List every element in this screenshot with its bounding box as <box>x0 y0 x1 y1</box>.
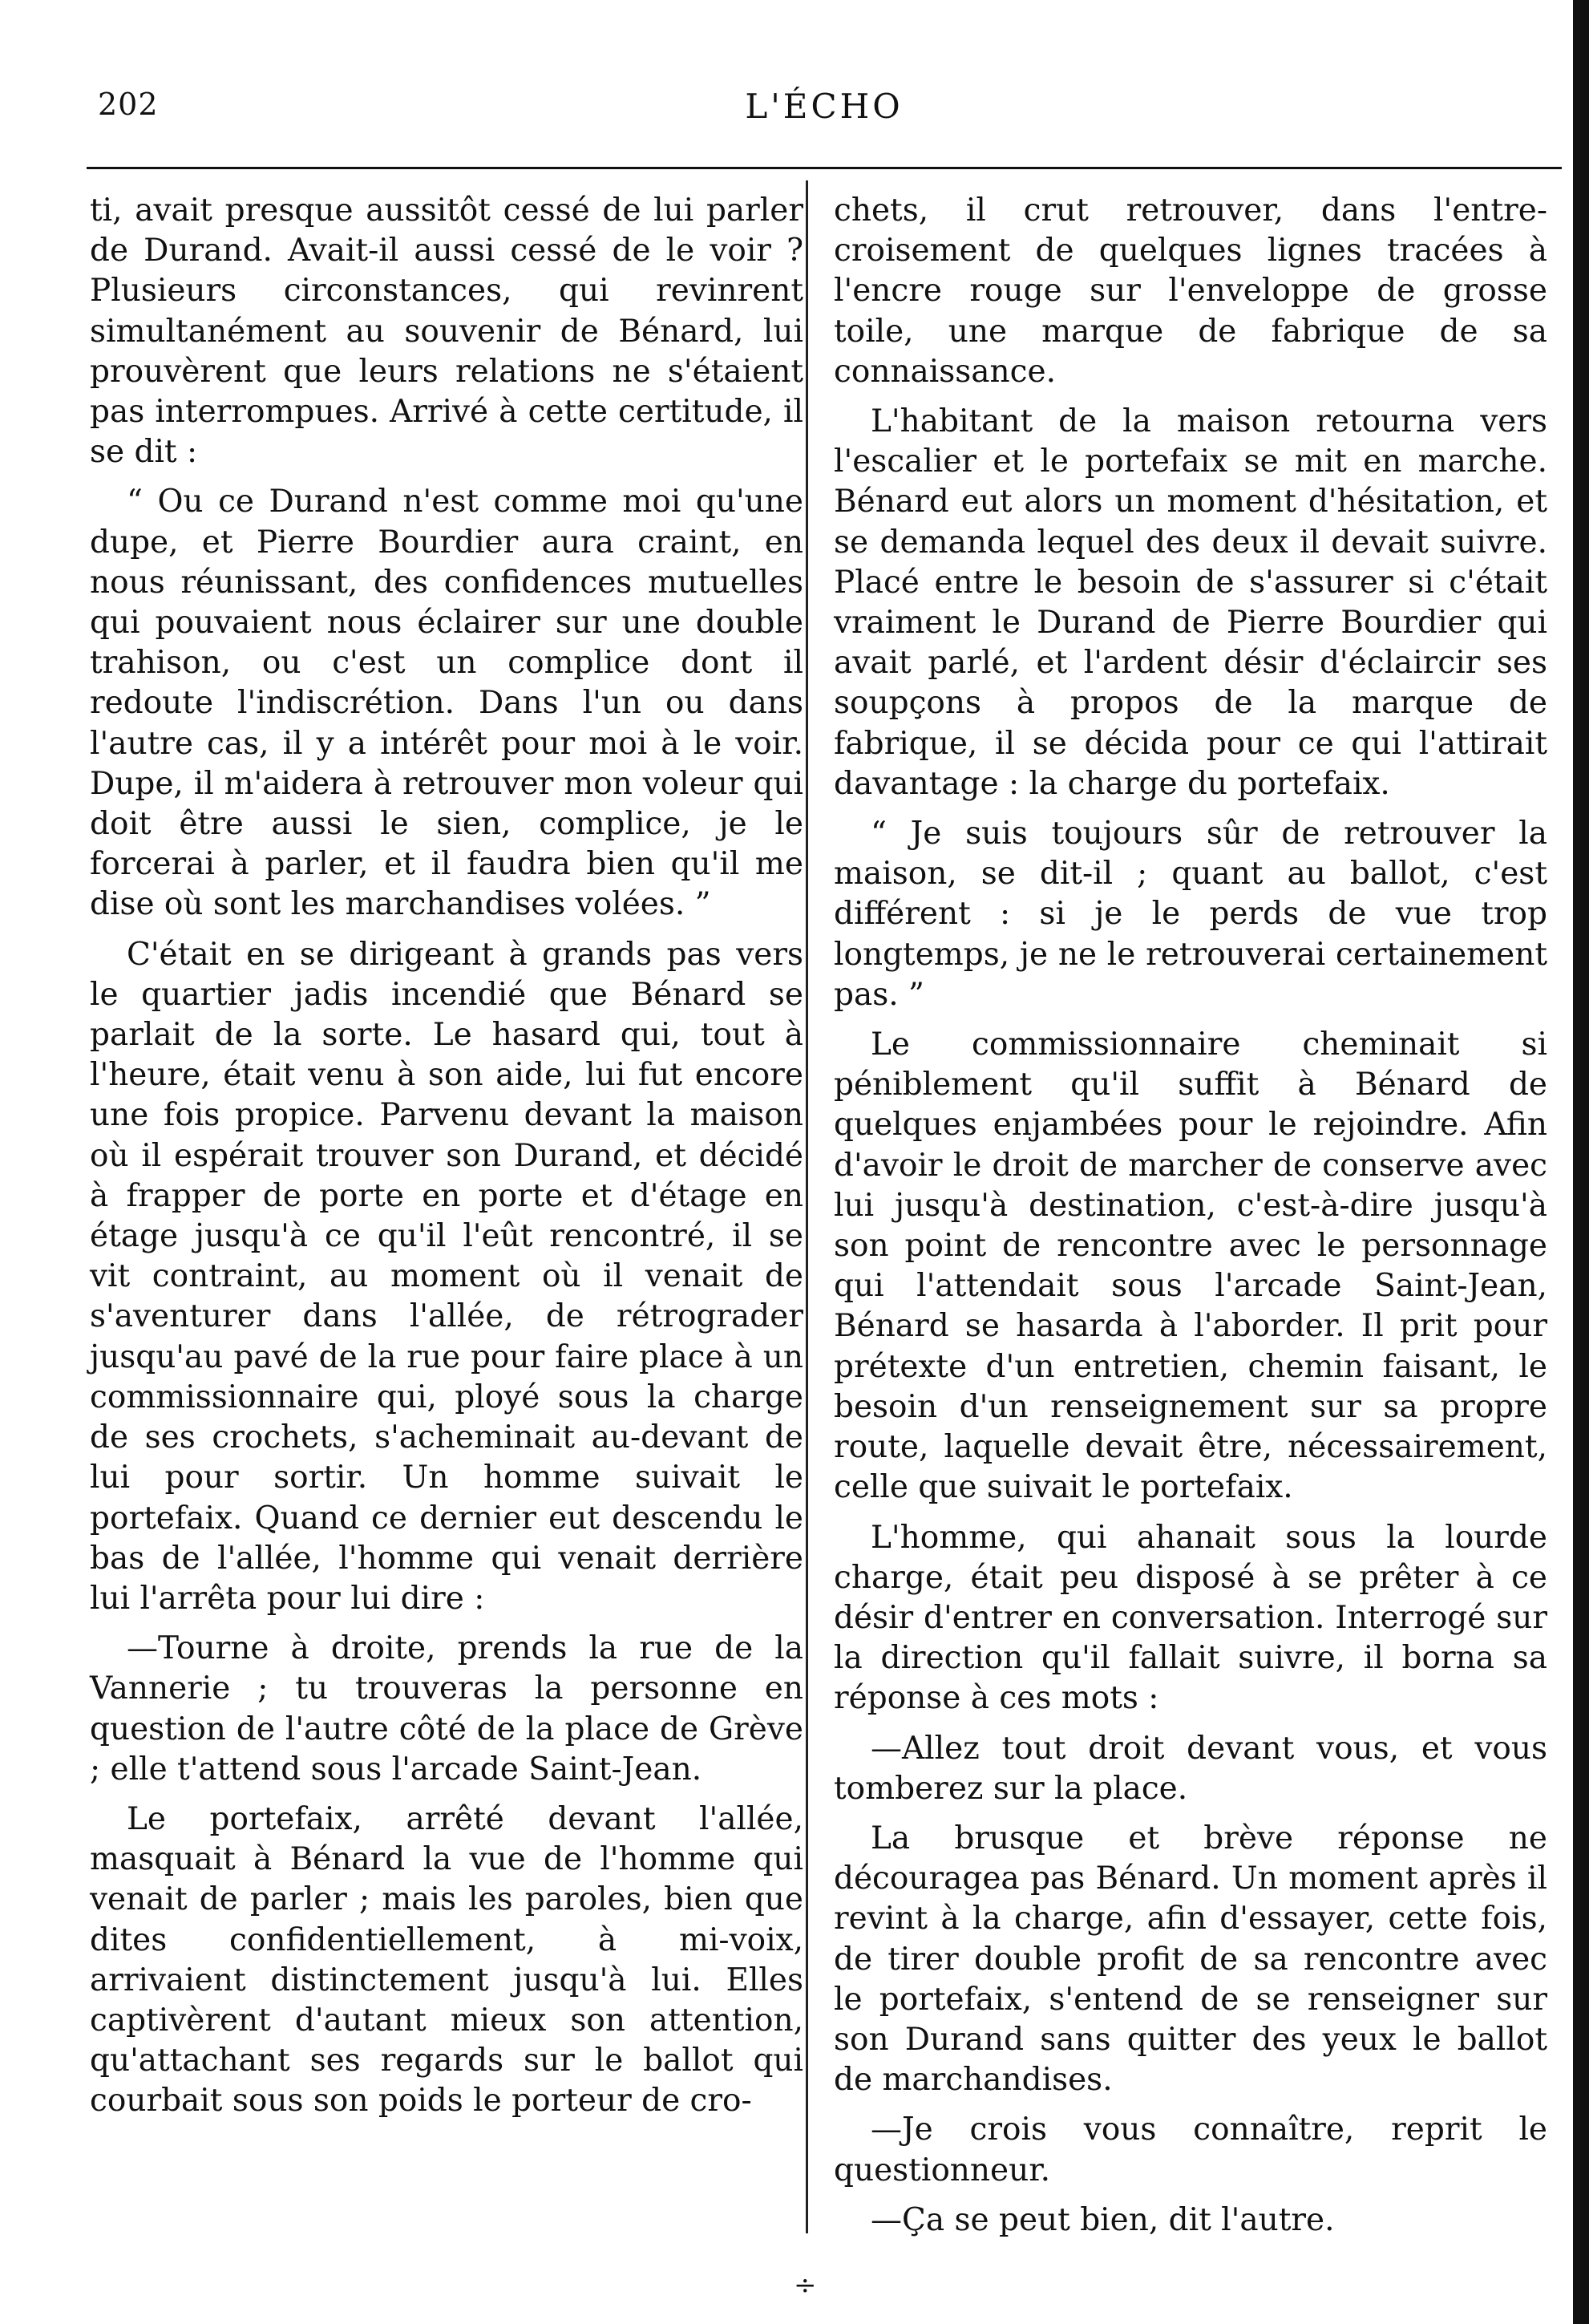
paragraph: “ Je suis toujours sûr de retrouver la maison, se dit-il ; quant au ballot, c'est différent : si je le perds de vue trop longtemps, je ne le retrouverai certainement pas. ” <box>834 816 1547 1013</box>
paragraph: Le portefaix, arrêté devant l'allée, masquait à Bénard la vue de l'homme qui venait de parler ; mais les paroles, bien que dites confidentiellement, à mi-voix, arrivaient distinctement jusqu'à lui. Elles captivèrent d'autant mieux son attention, qu'attachant ses regards sur le ballot qui courbait sous son poids le porteur de cro- <box>90 1800 803 2120</box>
header-rule <box>87 167 1562 169</box>
paragraph: La brusque et brève réponse ne découragea pas Bénard. Un moment après il revint à la charge, afin d'essayer, cette fois, de tirer double profit de sa rencontre avec le portefaix, s'entend de se renseigner sur son Durand sans quitter des yeux le ballot de marchandises. <box>834 1820 1547 2099</box>
paragraph: C'était en se dirigeant à grands pas vers le quartier jadis incendié que Bénard se parlait de la sorte. Le hasard qui, tout à l'heure, était venu à son aide, lui fut encore une fois propice. Parvenu devant la maison où il espérait trouver son Durand, et décidé à frapper de porte en porte et d'étage en étage jusqu'à ce qu'il l'eût rencontré, il se vit contraint, au moment où il venait de s'aventurer dans l'allée, de rétrograder jusqu'au pavé de la rue pour faire place à un commissionnaire qui, ployé sous la charge de ses crochets, s'acheminait au-devant de lui pour sortir. Un homme suivait le portefaix. Quand ce dernier eut descendu le bas de l'allée, l'homme qui venait derrière lui l'arrêta pour lui dire : <box>90 936 803 1617</box>
left-column <box>90 191 803 2122</box>
paragraph: “ Ou ce Durand n'est comme moi qu'une dupe, et Pierre Bourdier aura craint, en nous réunissant, des confidences mutuelles qui pouvaient nous éclairer sur une double trahison, ou c'est un complice dont il redoute l'indiscrétion. Dans l'un ou dans l'autre cas, il y a intérêt pour moi à le voir. Dupe, il m'aidera à retrouver mon voleur qui doit être aussi le sien, complice, je le forcerai à parler, et il faudra bien qu'il me dise où sont les marchandises volées. ” <box>90 484 803 923</box>
paragraph: L'homme, qui ahanait sous la lourde charge, était peu disposé à se prêter à ce désir d'entrer en conversation. Interrogé sur la direction qu'il fallait suivre, il borna sa réponse à ces mots : <box>834 1519 1547 1717</box>
paragraph: ti, avait presque aussitôt cessé de lui parler de Durand. Avait-il aussi cessé de le voir ? Plusieurs circonstances, qui revinrent simultanément au souvenir de Bénard, lui prouvèrent que leurs relations ne s'étaient pas interrompues. Arrivé à cette certitude, il se dit : <box>90 192 803 471</box>
paragraph: —Tourne à droite, prends la rue de la Vannerie ; tu trouveras la personne en question de l'autre côté de la place de Grève ; elle t'attend sous l'arcade Saint-Jean. <box>90 1630 803 1788</box>
page-edge-shadow <box>1573 0 1589 2324</box>
page-header <box>98 87 1551 135</box>
column-divider <box>806 180 808 2233</box>
paragraph: —Allez tout droit devant vous, et vous tomberez sur la place. <box>834 1730 1547 1807</box>
paragraph: chets, il crut retrouver, dans l'entre-croisement de quelques lignes tracées à l'encre rouge sur l'enveloppe de grosse toile, une marque de fabrique de sa connaissance. <box>834 192 1547 390</box>
paragraph: L'habitant de la maison retourna vers l'escalier et le portefaix se mit en marche. Bénard eut alors un moment d'hésitation, et se demanda lequel des deux il devait suivre. Placé entre le besoin de s'assurer si c'était vraiment le Durand de Pierre Bourdier qui avait parlé, et l'ardent désir d'éclaircir ses soupçons à propos de la marque de fabrique, il se décida pour ce qui l'attirait davantage : la charge du portefaix. <box>834 403 1547 802</box>
page-footer-mark: ÷ <box>794 2269 817 2302</box>
page-number: 202 <box>98 87 159 122</box>
paragraph: Le commissionnaire cheminait si péniblement qu'il suffit à Bénard de quelques enjambées pour le rejoindre. Afin d'avoir le droit de marcher de conserve avec lui jusqu'à destination, c'est-à-dire jusqu'à son point de rencontre avec le personnage qui l'attendait sous l'arcade Saint-Jean, Bénard se hasarda à l'aborder. Il prit pour prétexte d'un entretien, chemin faisant, le besoin d'un renseignement sur sa propre route, laquelle devait être, nécessairement, celle que suivait le portefaix. <box>834 1026 1547 1506</box>
running-title: L'ÉCHO <box>745 87 904 126</box>
paragraph: —Ça se peut bien, dit l'autre. <box>871 2201 1335 2238</box>
paragraph: —Je crois vous connaître, reprit le questionneur. <box>834 2111 1547 2188</box>
right-column <box>834 191 1547 2241</box>
